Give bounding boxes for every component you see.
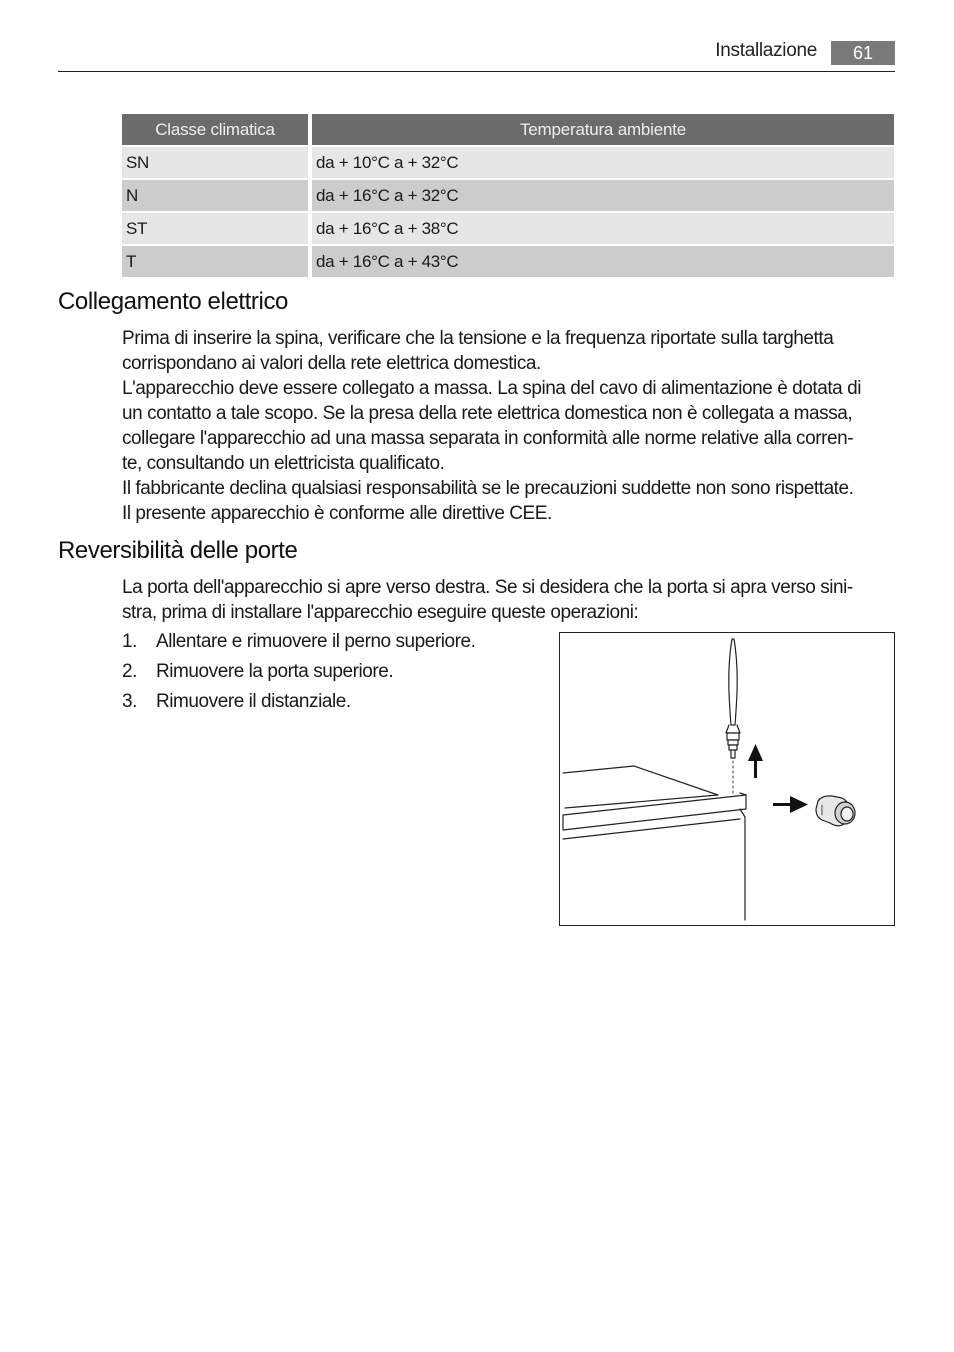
- column-header: Temperatura ambiente: [312, 114, 894, 145]
- table-row: [122, 180, 894, 211]
- table-cell: da + 16°C a + 32°C: [312, 180, 894, 211]
- table-cell: ST: [122, 213, 312, 244]
- text-line: La porta dell'apparecchio si apre verso destra. Se si desidera che la porta si apra verso sini-: [122, 577, 853, 598]
- text-line: Prima di inserire la spina, verificare che la tensione e la frequenza riportate sulla targhetta: [122, 328, 834, 349]
- table-cell: SN: [122, 147, 312, 178]
- steps-list: [122, 628, 476, 718]
- door-side-edge: [740, 809, 745, 920]
- text-line: Il presente apparecchio è conforme alle direttive CEE.: [122, 503, 552, 524]
- step-number: 1.: [122, 631, 137, 652]
- electrical-paragraph: [122, 326, 898, 526]
- arrow-up-icon: [748, 744, 763, 778]
- text-line: stra, prima di installare l'apparecchio eseguire queste operazioni:: [122, 602, 639, 623]
- table-header-row: [122, 114, 894, 145]
- step-text: Allentare e rimuovere il perno superiore.: [156, 631, 476, 652]
- table-cell: N: [122, 180, 312, 211]
- table-cell: da + 16°C a + 43°C: [312, 246, 894, 277]
- text-line: collegare l'apparecchio ad una massa separata in conformità alle norme relative alla corren-: [122, 428, 854, 449]
- doors-paragraph: [122, 575, 898, 625]
- screwdriver-icon: [726, 639, 740, 758]
- text-line: Il fabbricante declina qualsiasi responsabilità se le precauzioni suddette non sono rispettate.: [122, 478, 854, 499]
- list-item: [122, 658, 476, 688]
- cabinet-top-outline: [563, 766, 718, 808]
- hinge-pin-icon: [816, 796, 855, 826]
- page-number: 61: [831, 41, 895, 65]
- arrow-right-icon: [773, 796, 808, 813]
- column-header: Classe climatica: [122, 114, 312, 145]
- table-cell: T: [122, 246, 312, 277]
- list-item: [122, 688, 476, 718]
- text-line: L'apparecchio deve essere collegato a massa. La spina del cavo di alimentazione è dotata di: [122, 378, 862, 399]
- step-text: Rimuovere la porta superiore.: [156, 661, 394, 682]
- hinge-removal-drawing: [560, 633, 894, 925]
- climate-class-table: [122, 112, 894, 279]
- header-section-title: Installazione: [715, 40, 817, 61]
- list-item: [122, 628, 476, 658]
- door-front-edge: [563, 819, 740, 839]
- door-hinge-illustration: [559, 632, 895, 926]
- text-line: un contatto a tale scopo. Se la presa della rete elettrica domestica non è collegata a massa,: [122, 403, 853, 424]
- table-row: [122, 213, 894, 244]
- table-cell: da + 16°C a + 38°C: [312, 213, 894, 244]
- step-text: Rimuovere il distanziale.: [156, 691, 351, 712]
- text-line: te, consultando un elettricista qualificato.: [122, 453, 445, 474]
- section-heading-electrical: Collegamento elettrico: [58, 288, 288, 315]
- text-line: corrispondano ai valori della rete elettrica domestica.: [122, 353, 541, 374]
- table-row: [122, 147, 894, 178]
- table-cell: da + 10°C a + 32°C: [312, 147, 894, 178]
- step-number: 2.: [122, 661, 137, 682]
- page-header: [58, 38, 895, 72]
- section-heading-doors: Reversibilità delle porte: [58, 537, 298, 564]
- table-row: [122, 246, 894, 277]
- step-number: 3.: [122, 691, 137, 712]
